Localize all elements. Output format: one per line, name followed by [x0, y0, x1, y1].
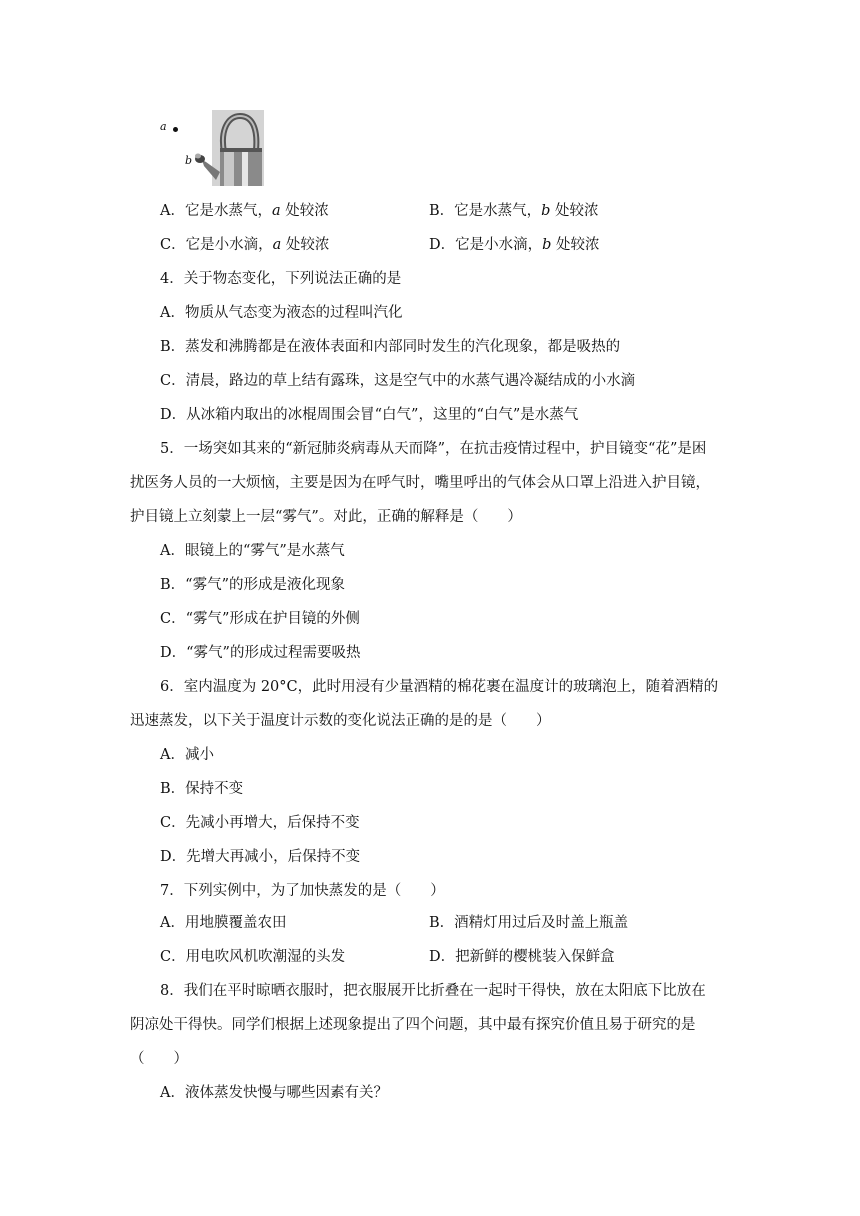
q5-stem-line3: 护目镜上立刻蒙上一层“雾气”。对此，正确的解释是（ ） [130, 509, 522, 525]
point-a-dot [173, 127, 178, 132]
q8-stem-line2: 阴凉处干得快。同学们根据上述现象提出了四个问题，其中最有探究价值且易于研究的是 [130, 1017, 696, 1033]
q4-option-c[interactable]: C．清晨，路边的草上结有露珠，这是空气中的水蒸气遇冷凝结成的小水滴 [160, 373, 636, 389]
q4-stem: 4．关于物态变化，下列说法正确的是 [160, 271, 402, 287]
q6-stem-line2: 迅速蒸发，以下关于温度计示数的变化说法正确的是的是（ ） [130, 713, 551, 729]
q5-stem-line1: 5．一场突如其来的“新冠肺炎病毒从天而降”，在抗击疫情过程中，护目镜变“花”是困 [160, 441, 707, 457]
q3-option-b[interactable]: B．它是水蒸气，b 处较浓 [429, 203, 599, 219]
q5-option-a[interactable]: A．眼镜上的“雾气”是水蒸气 [160, 543, 345, 559]
q3-option-a[interactable]: A．它是水蒸气，a 处较浓 [160, 203, 329, 219]
q6-stem-line1: 6．室内温度为 20°C，此时用浸有少量酒精的棉花裹在温度计的玻璃泡上，随着酒精的 [160, 679, 719, 695]
label-a: a [160, 120, 167, 133]
q5-option-d[interactable]: D．“雾气”的形成过程需要吸热 [160, 645, 361, 661]
q8-option-a[interactable]: A．液体蒸发快慢与哪些因素有关？ [160, 1085, 388, 1101]
kettle-illustration [158, 110, 268, 188]
q7-option-b[interactable]: B．酒精灯用过后及时盖上瓶盖 [429, 915, 629, 931]
q6-option-b[interactable]: B．保持不变 [160, 781, 244, 797]
q7-option-d[interactable]: D．把新鲜的樱桃装入保鲜盒 [429, 949, 615, 965]
q7-option-a[interactable]: A．用地膜覆盖农田 [160, 915, 287, 931]
q4-option-a[interactable]: A．物质从气态变为液态的过程叫汽化 [160, 305, 403, 321]
q5-stem-line2: 扰医务人员的一大烦恼，主要是因为在呼气时，嘴里呼出的气体会从口罩上沿进入护目镜， [130, 475, 710, 491]
q7-option-c[interactable]: C．用电吹风机吹潮湿的头发 [160, 949, 346, 965]
q8-stem-line3: （ ） [130, 1051, 188, 1067]
q7-stem: 7．下列实例中，为了加快蒸发的是（ ） [160, 883, 445, 899]
q6-option-c[interactable]: C．先减小再增大，后保持不变 [160, 815, 360, 831]
q5-option-b[interactable]: B．“雾气”的形成是液化现象 [160, 577, 345, 593]
q6-option-a[interactable]: A．减小 [160, 747, 214, 763]
kettle-figure [158, 110, 268, 188]
label-b: b [185, 154, 193, 167]
q5-option-c[interactable]: C．“雾气”形成在护目镜的外侧 [160, 611, 360, 627]
q4-option-d[interactable]: D．从冰箱内取出的冰棍周围会冒“白气”，这里的“白气”是水蒸气 [160, 407, 579, 423]
q3-option-c[interactable]: C．它是小水滴，a 处较浓 [160, 237, 330, 253]
q8-stem-line1: 8．我们在平时晾晒衣服时，把衣服展开比折叠在一起时干得快，放在太阳底下比放在 [160, 983, 706, 999]
q4-option-b[interactable]: B．蒸发和沸腾都是在液体表面和内部同时发生的汽化现象，都是吸热的 [160, 339, 621, 355]
q3-option-d[interactable]: D．它是小水滴，b 处较浓 [429, 237, 600, 253]
q6-option-d[interactable]: D．先增大再减小，后保持不变 [160, 849, 361, 865]
